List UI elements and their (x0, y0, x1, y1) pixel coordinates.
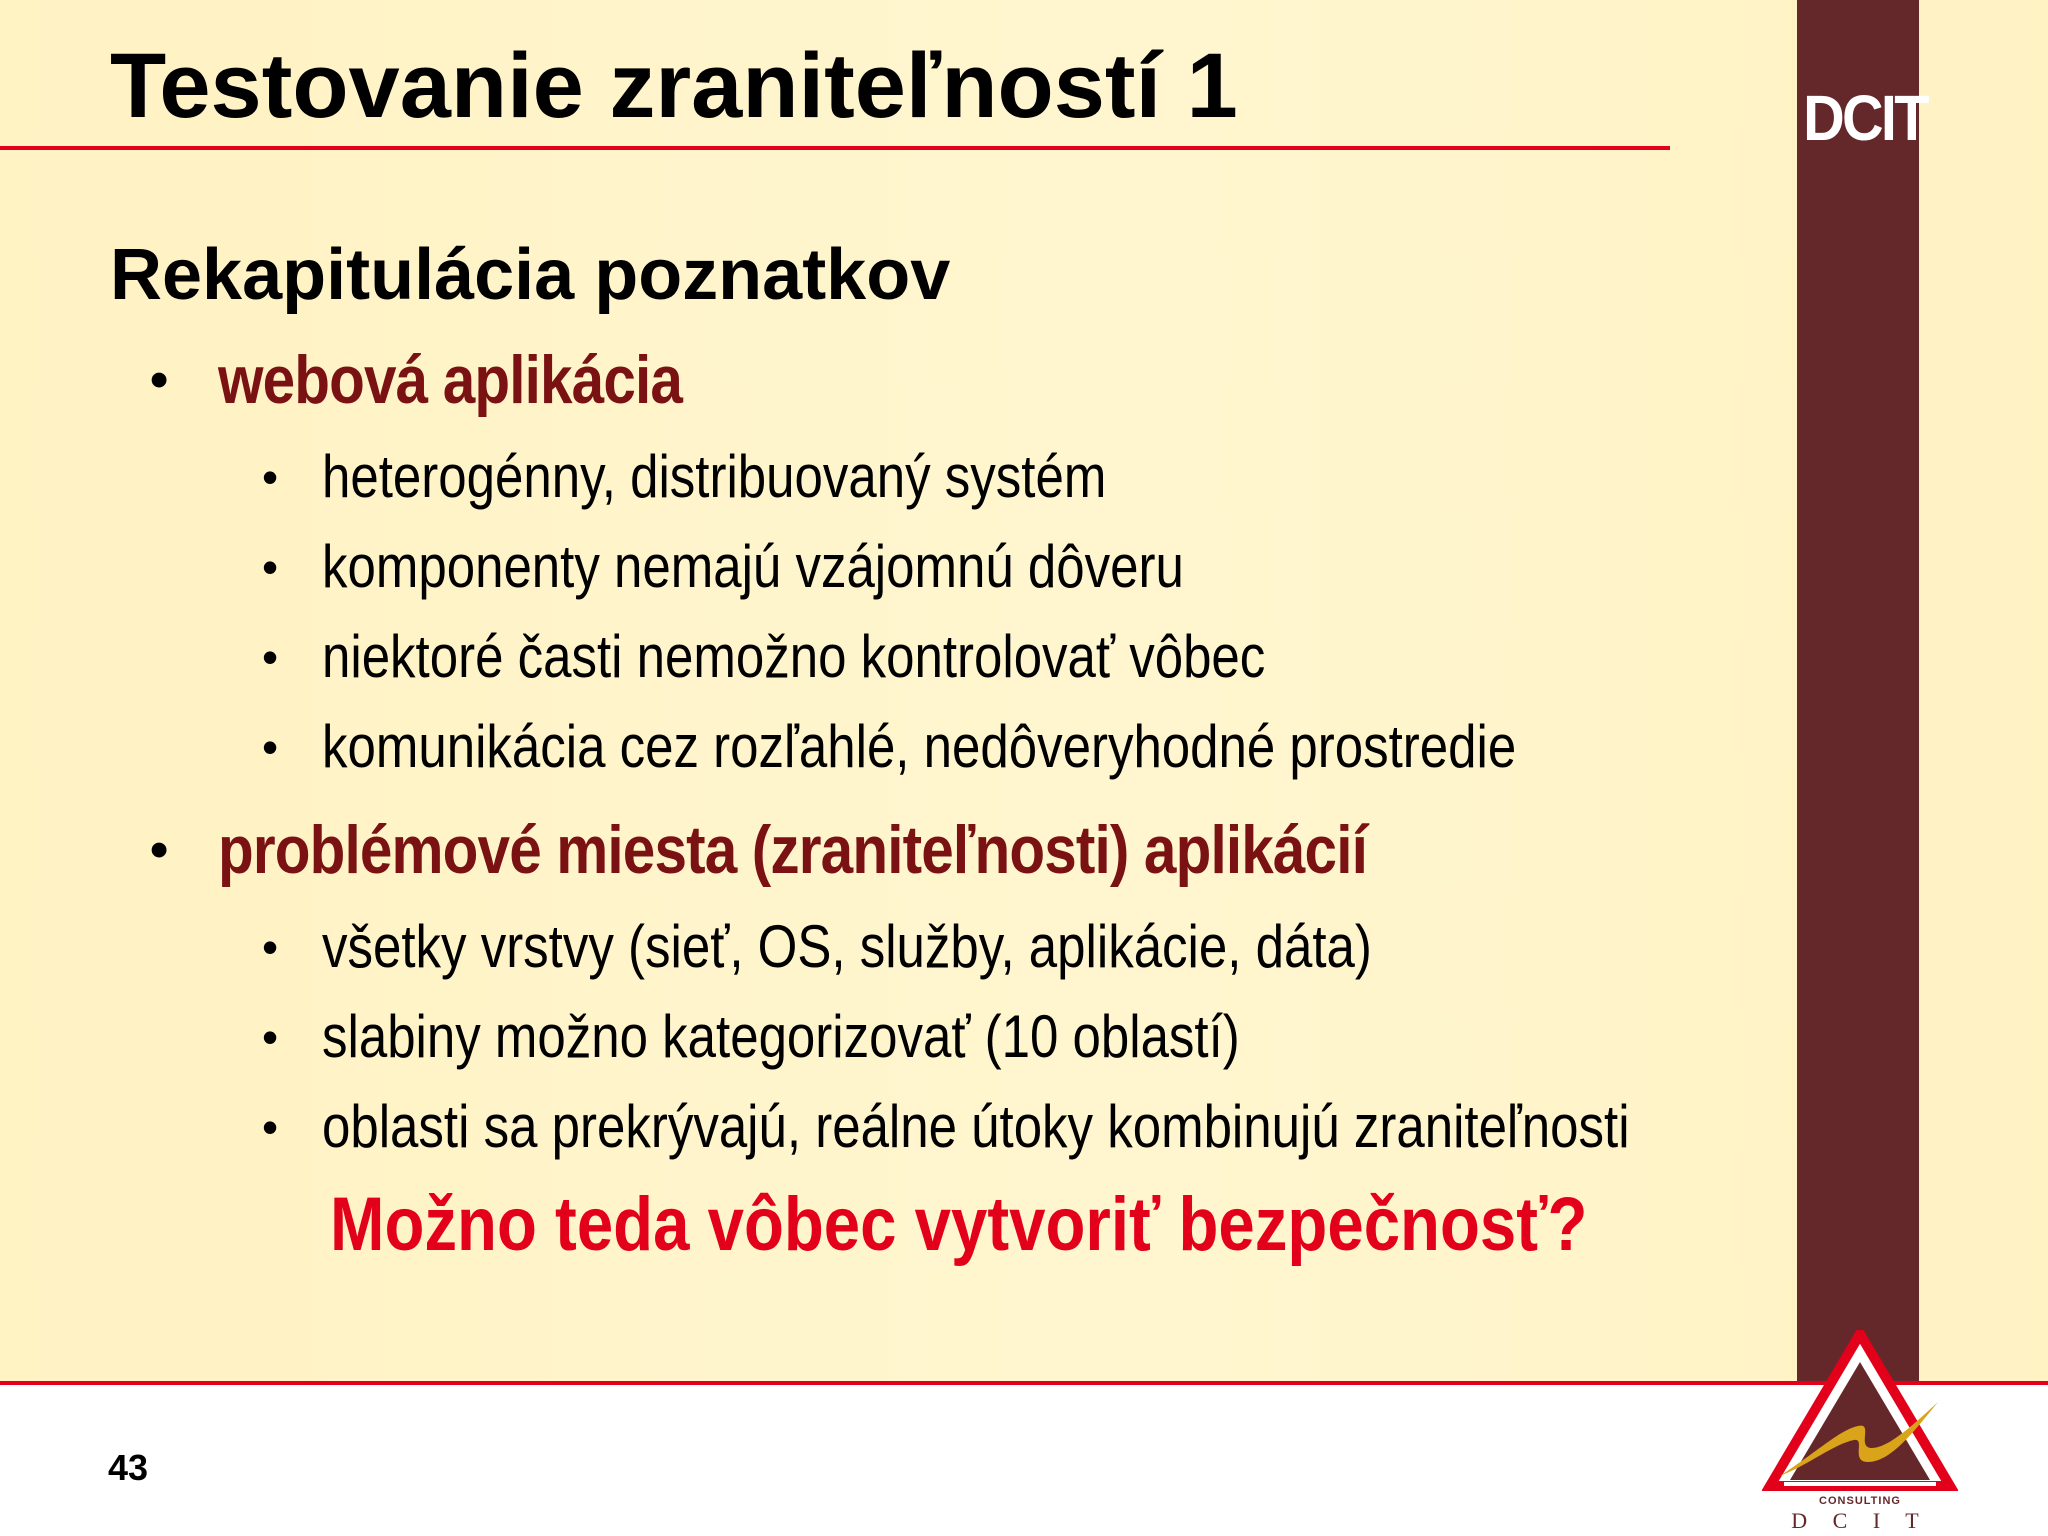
footer-divider (0, 1381, 2048, 1385)
bullet-icon: • (150, 351, 168, 409)
section-heading-text: webová aplikácia (218, 342, 683, 418)
brand-label: DCIT (1803, 82, 1927, 154)
bullet-icon: • (150, 821, 168, 879)
title-divider (0, 146, 1670, 150)
slide-title: Testovanie zraniteľností 1 (110, 35, 1238, 137)
bullet-icon: • (262, 1101, 279, 1153)
list-item-text: slabiny možno kategorizovať (10 oblastí) (322, 1003, 1240, 1070)
list-item-text: heterogénny, distribuovaný systém (322, 443, 1107, 510)
logo-word-bottom: D C I T (1791, 1508, 1929, 1533)
list-item-text: komunikácia cez rozľahlé, nedôveryhodné prostredie (322, 713, 1517, 780)
bullet-icon: • (262, 1011, 279, 1063)
list-item-text: všetky vrstvy (sieť, OS, služby, aplikácie, dáta) (322, 913, 1372, 980)
brand-side-band (1797, 0, 1927, 1384)
slide-subtitle: Rekapitulácia poznatkov (110, 235, 951, 315)
list-item-text: komponenty nemajú vzájomnú dôveru (322, 533, 1184, 600)
bullet-icon: • (262, 631, 279, 683)
logo-word-top: CONSULTING (1819, 1495, 1901, 1507)
page-number: 43 (108, 1447, 149, 1488)
closing-question: Možno teda vôbec vytvoriť bezpečnosť? (330, 1182, 1588, 1267)
bullet-icon: • (262, 541, 279, 593)
bullet-icon: • (262, 721, 279, 773)
list-item-text: niektoré časti nemožno kontrolovať vôbec (322, 623, 1266, 690)
section-heading-text: problémové miesta (zraniteľnosti) aplikácií (218, 812, 1367, 888)
bullet-icon: • (262, 451, 279, 503)
dcit-consulting-logo-icon (1762, 1330, 1958, 1536)
bullet-icon: • (262, 921, 279, 973)
list-item-text: oblasti sa prekrývajú, reálne útoky kombinujú zraniteľnosti (322, 1093, 1630, 1160)
